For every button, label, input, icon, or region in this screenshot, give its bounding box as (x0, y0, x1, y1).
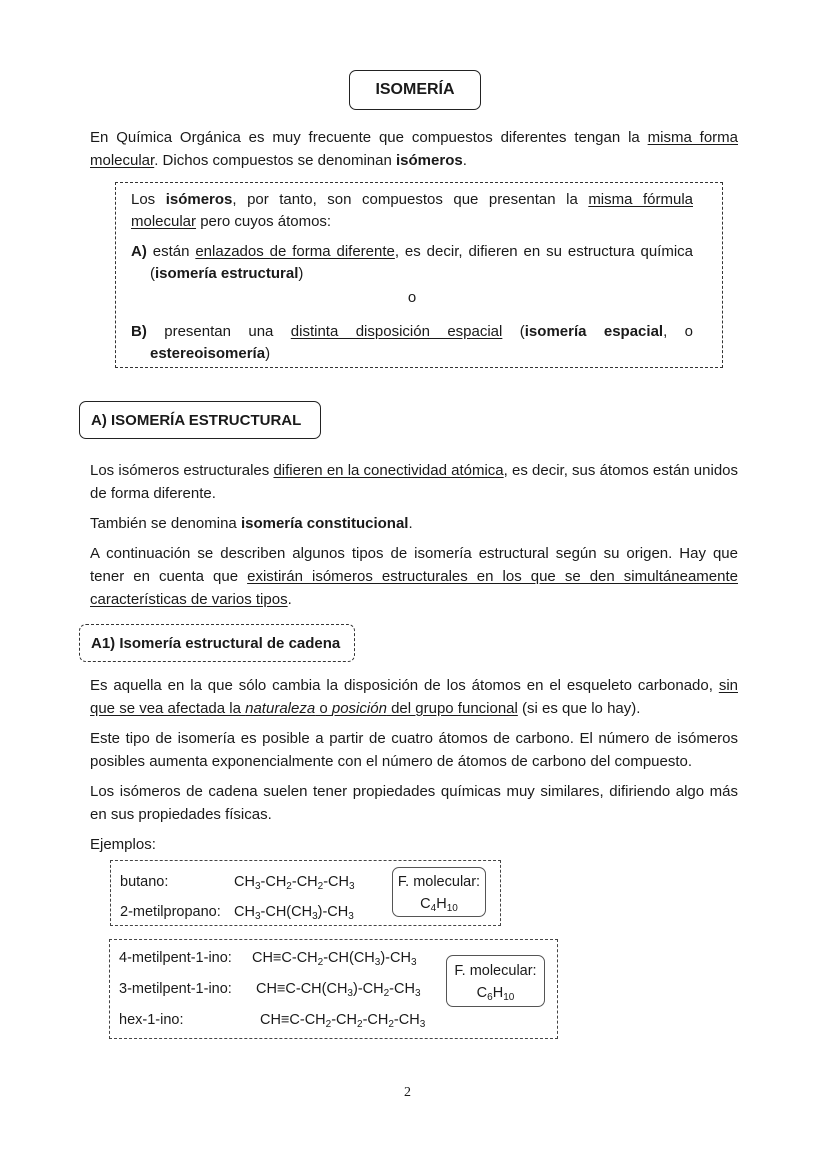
page-title: ISOMERÍA (349, 70, 481, 110)
definition-item-a: A) están enlazados de forma diferente, es decir, difieren en su estructura química (isomería estructural) (131, 243, 694, 282)
example-box-butane (110, 860, 501, 926)
example-name: hex-1-ino: (119, 1012, 184, 1028)
example-formula: $CH\equiv C-CH(CH_3)-CH_2-CH_3$ (256, 981, 421, 999)
example-name: 2-metilpropano: (120, 904, 221, 920)
example-box-hexyne (109, 939, 558, 1039)
example-formula: $CH_3-CH_2-CH_2-CH_3$ (234, 874, 355, 892)
page-number: 2 (404, 1085, 411, 1100)
example-name: 3-metilpent-1-ino: (119, 981, 232, 997)
example-formula: $CH_3-CH(CH_3)-CH_3$ (234, 904, 354, 922)
intro-paragraph: En Química Orgánica es muy frecuente que compuestos diferentes tengan la misma forma molecular. Dichos compuestos se denominan isómeros. (90, 129, 738, 169)
subsection-chain-text: Es aquella en la que sólo cambia la disposición de los átomos en el esqueleto carbonado, sin que se vea afectada la naturaleza o posición del grupo funcional (si es que lo hay). Este tipo de isomería es posible a partir de cuatro átomos de carbono. El número de isómeros posibles aumenta exponencialmente con el número de átomos de carbono del compuesto. Los isómeros de cadena suelen tener propiedades químicas muy similares, difiriendo algo más en sus propiedades físicas. Ejemplos: (90, 677, 738, 853)
example-name: 4-metilpent-1-ino: (119, 950, 232, 966)
molecular-formula-box: F. molecular: $C_4H_{10}$ (392, 867, 486, 917)
example-formula: $CH\equiv C-CH_2-CH_2-CH_2-CH_3$ (260, 1012, 426, 1030)
molecular-formula-box: F. molecular: $C_6H_{10}$ (446, 955, 545, 1007)
subsection-heading-chain: A1) Isomería estructural de cadena (79, 624, 355, 662)
definition-item-b: B) presentan una distinta disposición espacial (isomería espacial, o estereoisomería) (131, 323, 693, 362)
example-name: butano: (120, 874, 169, 890)
section-structural-text: Los isómeros estructurales difieren en la conectividad atómica, es decir, sus átomos están unidos de forma diferente. También se denomina isomería constitucional. A continuación se describen algunos tipos de isomería estructural según su origen. Hay que tener en cuenta que existirán isómeros estructurales en los que se den simultáneamente características de varios tipos. (90, 462, 739, 608)
definition-or: o (407, 289, 417, 306)
definition-box (115, 182, 723, 368)
section-heading-structural: A) ISOMERÍA ESTRUCTURAL (79, 401, 321, 439)
definition-lead: Los isómeros, por tanto, son compuestos que presentan la misma fórmula molecular pero cuyos átomos: (131, 191, 693, 230)
example-formula: $CH\equiv C-CH_2-CH(CH_3)-CH_3$ (252, 950, 417, 968)
